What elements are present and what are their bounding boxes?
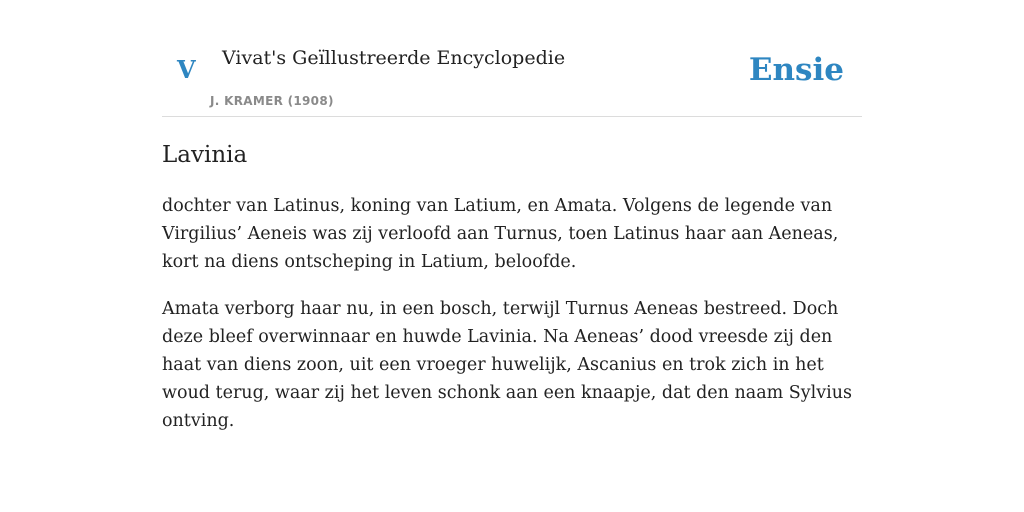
entry-paragraph: dochter van Latinus, koning van Latium, en Amata. Volgens de legende van Virgilius’ Aeneis was zij verloofd aan Turnus, toen Latinus haar aan Aeneas, kort na diens ontscheping in Latium, beloofde.	[162, 196, 839, 272]
book-author: J. KRAMER (1908)	[210, 94, 334, 108]
book-logo-letter[interactable]: V	[177, 55, 196, 84]
entry-title: Lavinia	[162, 142, 248, 168]
book-header	[162, 0, 862, 117]
brand-logo-link[interactable]: Ensie	[748, 52, 844, 88]
entry-paragraph: Amata verborg haar nu, in een bosch, terwijl Turnus Aeneas bestreed. Doch deze bleef overwinnaar en huwde Lavinia. Na Aeneas’ dood vreesde zij den haat van diens zoon, uit een vroeger huwelijk, Ascanius en trok zich in het woud terug, waar zij het leven schonk aan een knaapje, dat den naam Sylvius ontving.	[162, 299, 852, 431]
entry-article	[162, 138, 862, 435]
book-title-link[interactable]: Vivat's Geïllustreerde Encyclopedie	[222, 47, 566, 69]
